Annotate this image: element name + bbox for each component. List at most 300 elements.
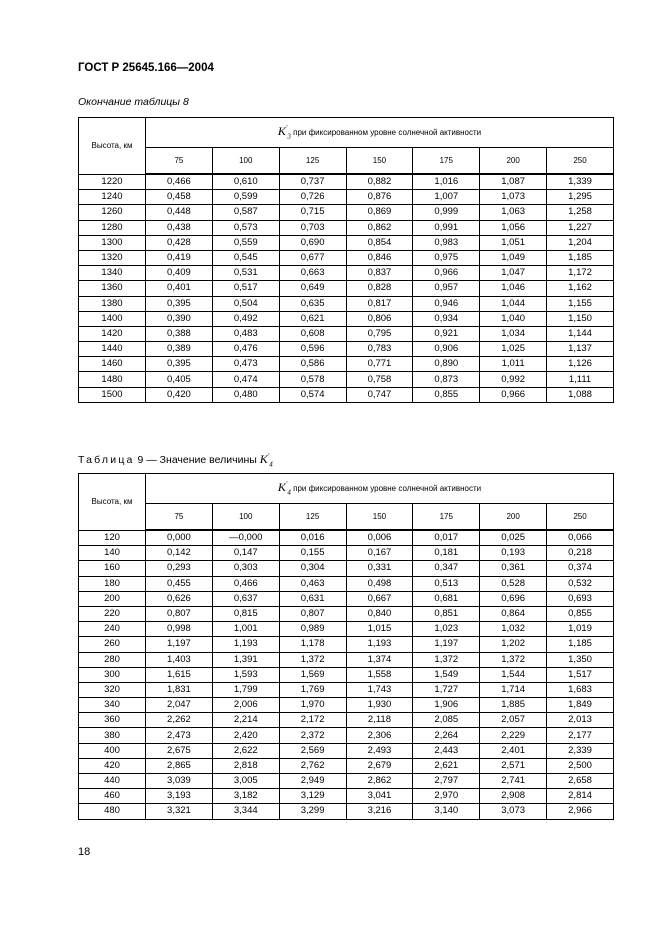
value-cell: 0,395 [146, 296, 213, 311]
value-cell: 2,339 [547, 743, 614, 758]
value-cell: 0,599 [212, 190, 279, 205]
value-cell: 0,771 [346, 357, 413, 372]
value-cell: 0,304 [279, 561, 346, 576]
value-cell: 0,737 [279, 174, 346, 190]
value-cell: 0,025 [480, 530, 547, 546]
value-cell: 0,890 [413, 357, 480, 372]
value-cell: 1,295 [547, 190, 614, 205]
value-cell: 1,032 [480, 622, 547, 637]
value-cell: 0,807 [146, 606, 213, 621]
value-cell: 0,596 [279, 342, 346, 357]
value-cell: 0,455 [146, 576, 213, 591]
value-cell: 0,966 [413, 266, 480, 281]
value-cell: 0,147 [212, 546, 279, 561]
value-cell: 2,172 [279, 713, 346, 728]
value-cell: 0,513 [413, 576, 480, 591]
altitude-cell: 1220 [79, 174, 146, 190]
value-cell: 0,855 [413, 387, 480, 402]
altitude-cell: 220 [79, 606, 146, 621]
solar-activity-group-header [146, 118, 614, 148]
value-cell: 2,818 [212, 758, 279, 773]
table-row [79, 530, 614, 546]
value-cell: 1,073 [480, 190, 547, 205]
value-cell: 2,862 [346, 774, 413, 789]
k4-caption-symbol: $K'_4$ [259, 452, 273, 469]
table-row [79, 576, 614, 591]
value-cell: 1,683 [547, 682, 614, 697]
altitude-cell: 180 [79, 576, 146, 591]
value-cell: 3,299 [279, 804, 346, 819]
value-cell: 0,573 [212, 220, 279, 235]
value-cell: 0,815 [212, 606, 279, 621]
value-cell: 0,957 [413, 281, 480, 296]
table-row [79, 758, 614, 773]
value-cell: 0,438 [146, 220, 213, 235]
value-cell: 0,303 [212, 561, 279, 576]
value-cell: 1,339 [547, 174, 614, 190]
column-header: 175 [413, 148, 480, 175]
value-cell: 0,528 [480, 576, 547, 591]
value-cell: 1,769 [279, 682, 346, 697]
value-cell: 0,975 [413, 250, 480, 265]
page-number: 18 [78, 846, 91, 858]
value-cell: 1,162 [547, 281, 614, 296]
value-cell: 0,390 [146, 311, 213, 326]
altitude-cell: 380 [79, 728, 146, 743]
value-cell: 2,057 [480, 713, 547, 728]
altitude-cell: 200 [79, 591, 146, 606]
value-cell: 0,631 [279, 591, 346, 606]
value-cell: 1,549 [413, 667, 480, 682]
table-row [79, 622, 614, 637]
value-cell: 1,970 [279, 698, 346, 713]
value-cell: 1,051 [480, 235, 547, 250]
value-cell: 0,610 [212, 174, 279, 190]
value-cell: 0,726 [279, 190, 346, 205]
value-cell: 0,983 [413, 235, 480, 250]
value-cell: 2,675 [146, 743, 213, 758]
value-cell: 1,593 [212, 667, 279, 682]
value-cell: 0,545 [212, 250, 279, 265]
table-row [79, 682, 614, 697]
altitude-cell: 320 [79, 682, 146, 697]
value-cell: 2,443 [413, 743, 480, 758]
value-cell: 0,476 [212, 342, 279, 357]
value-cell: 1,040 [480, 311, 547, 326]
value-cell: 0,420 [146, 387, 213, 402]
value-cell: 2,865 [146, 758, 213, 773]
value-cell: 1,034 [480, 326, 547, 341]
altitude-header: Высота, км [79, 118, 146, 175]
value-cell: 1,374 [346, 652, 413, 667]
value-cell: 0,715 [279, 205, 346, 220]
table-row [79, 774, 614, 789]
value-cell: 1,558 [346, 667, 413, 682]
column-header: 250 [547, 148, 614, 175]
value-cell: 0,474 [212, 372, 279, 387]
value-cell: 0,419 [146, 250, 213, 265]
value-cell: 2,262 [146, 713, 213, 728]
value-cell: 1,056 [480, 220, 547, 235]
altitude-cell: 140 [79, 546, 146, 561]
table-row [79, 205, 614, 220]
value-cell: 0,480 [212, 387, 279, 402]
value-cell: 2,966 [547, 804, 614, 819]
value-cell: 1,185 [547, 637, 614, 652]
value-cell: 1,144 [547, 326, 614, 341]
value-cell: 0,361 [480, 561, 547, 576]
altitude-cell: 420 [79, 758, 146, 773]
value-cell: 0,667 [346, 591, 413, 606]
altitude-cell: 260 [79, 637, 146, 652]
value-cell: 0,795 [346, 326, 413, 341]
column-header: 125 [279, 504, 346, 531]
value-cell: 0,466 [146, 174, 213, 190]
table-row [79, 698, 614, 713]
value-cell: 2,741 [480, 774, 547, 789]
value-cell: 0,882 [346, 174, 413, 190]
table-8-caption: Окончание таблицы 8 [78, 96, 189, 108]
table-row [79, 789, 614, 804]
value-cell: 3,039 [146, 774, 213, 789]
altitude-cell: 480 [79, 804, 146, 819]
value-cell: 1,015 [346, 622, 413, 637]
column-header: 100 [212, 504, 279, 531]
value-cell: 0,017 [413, 530, 480, 546]
table-8 [78, 117, 614, 403]
value-cell: 0,621 [279, 311, 346, 326]
value-cell: 0,559 [212, 235, 279, 250]
table-row [79, 342, 614, 357]
value-cell: 0,218 [547, 546, 614, 561]
value-cell: 0,991 [413, 220, 480, 235]
value-cell: 0,574 [279, 387, 346, 402]
value-cell: 1,019 [547, 622, 614, 637]
value-cell: 1,007 [413, 190, 480, 205]
value-cell: 3,344 [212, 804, 279, 819]
value-cell: 1,372 [279, 652, 346, 667]
value-cell: 1,727 [413, 682, 480, 697]
value-cell: 2,622 [212, 743, 279, 758]
altitude-header: Высота, км [79, 474, 146, 531]
value-cell: 1,137 [547, 342, 614, 357]
table-row [79, 296, 614, 311]
table-row [79, 220, 614, 235]
column-header: 175 [413, 504, 480, 531]
table-row [79, 326, 614, 341]
altitude-cell: 160 [79, 561, 146, 576]
value-cell: 0,193 [480, 546, 547, 561]
table-9-caption: Таблица 9 — Значение величины $K'_4$ [78, 452, 273, 469]
value-cell: 2,177 [547, 728, 614, 743]
value-cell: 1,799 [212, 682, 279, 697]
value-cell: 0,389 [146, 342, 213, 357]
document-header: ГОСТ Р 25645.166—2004 [78, 62, 214, 74]
value-cell: 0,869 [346, 205, 413, 220]
value-cell: 1,227 [547, 220, 614, 235]
value-cell: 0,921 [413, 326, 480, 341]
value-cell: 2,797 [413, 774, 480, 789]
value-cell: 3,005 [212, 774, 279, 789]
table-row [79, 667, 614, 682]
value-cell: 1,849 [547, 698, 614, 713]
value-cell: 0,181 [413, 546, 480, 561]
value-cell: 2,214 [212, 713, 279, 728]
value-cell: 0,851 [413, 606, 480, 621]
value-cell: 2,949 [279, 774, 346, 789]
value-cell: 0,347 [413, 561, 480, 576]
column-header: 200 [480, 148, 547, 175]
value-cell: 0,690 [279, 235, 346, 250]
altitude-cell: 1340 [79, 266, 146, 281]
value-cell: 1,885 [480, 698, 547, 713]
value-cell: 1,016 [413, 174, 480, 190]
column-header: 75 [146, 148, 213, 175]
value-cell: 2,264 [413, 728, 480, 743]
table-row [79, 190, 614, 205]
value-cell: 1,049 [480, 250, 547, 265]
value-cell: 1,063 [480, 205, 547, 220]
value-cell: 0,448 [146, 205, 213, 220]
value-cell: 1,193 [346, 637, 413, 652]
value-cell: 0,155 [279, 546, 346, 561]
altitude-cell: 1360 [79, 281, 146, 296]
table-row [79, 591, 614, 606]
value-cell: 0,473 [212, 357, 279, 372]
value-cell: 0,817 [346, 296, 413, 311]
value-cell: 1,403 [146, 652, 213, 667]
value-cell: 0,458 [146, 190, 213, 205]
table-row [79, 652, 614, 667]
value-cell: 2,908 [480, 789, 547, 804]
value-cell: 2,569 [279, 743, 346, 758]
value-cell: 1,204 [547, 235, 614, 250]
table-row [79, 235, 614, 250]
value-cell: 1,011 [480, 357, 547, 372]
value-cell: 2,679 [346, 758, 413, 773]
group-header-text: при фиксированном уровне солнечной активности [293, 484, 482, 494]
table-row [79, 561, 614, 576]
altitude-cell: 400 [79, 743, 146, 758]
value-cell: 2,229 [480, 728, 547, 743]
table-row [79, 743, 614, 758]
value-cell: 0,846 [346, 250, 413, 265]
table-row [79, 281, 614, 296]
value-cell: 1,372 [413, 652, 480, 667]
value-cell: 0,999 [413, 205, 480, 220]
altitude-cell: 1440 [79, 342, 146, 357]
value-cell: 0,906 [413, 342, 480, 357]
value-cell: 0,395 [146, 357, 213, 372]
altitude-cell: 1260 [79, 205, 146, 220]
value-cell: 2,762 [279, 758, 346, 773]
value-cell: 0,854 [346, 235, 413, 250]
value-cell: 1,047 [480, 266, 547, 281]
value-cell: 0,635 [279, 296, 346, 311]
column-header: 200 [480, 504, 547, 531]
value-cell: 0,504 [212, 296, 279, 311]
value-cell: 0,016 [279, 530, 346, 546]
value-cell: 1,197 [413, 637, 480, 652]
value-cell: 1,197 [146, 637, 213, 652]
altitude-cell: 1320 [79, 250, 146, 265]
value-cell: 0,626 [146, 591, 213, 606]
value-cell: 0,517 [212, 281, 279, 296]
altitude-cell: 240 [79, 622, 146, 637]
value-cell: 3,216 [346, 804, 413, 819]
altitude-cell: 280 [79, 652, 146, 667]
value-cell: 1,615 [146, 667, 213, 682]
altitude-cell: 1240 [79, 190, 146, 205]
table-row [79, 713, 614, 728]
value-cell: 3,182 [212, 789, 279, 804]
value-cell: 0,000 [146, 530, 213, 546]
value-cell: 1,172 [547, 266, 614, 281]
value-cell: 0,531 [212, 266, 279, 281]
value-cell: 2,420 [212, 728, 279, 743]
solar-activity-group-header [146, 474, 614, 504]
value-cell: 0,374 [547, 561, 614, 576]
table-row [79, 372, 614, 387]
value-cell: 2,118 [346, 713, 413, 728]
altitude-cell: 360 [79, 713, 146, 728]
value-cell: 1,044 [480, 296, 547, 311]
value-cell: 1,350 [547, 652, 614, 667]
value-cell: 0,578 [279, 372, 346, 387]
value-cell: 0,783 [346, 342, 413, 357]
altitude-cell: 300 [79, 667, 146, 682]
value-cell: 1,831 [146, 682, 213, 697]
value-cell: 0,989 [279, 622, 346, 637]
value-cell: 0,862 [346, 220, 413, 235]
value-cell: 0,992 [480, 372, 547, 387]
table-row [79, 637, 614, 652]
altitude-cell: 1280 [79, 220, 146, 235]
value-cell: 1,906 [413, 698, 480, 713]
value-cell: 0,806 [346, 311, 413, 326]
value-cell: 1,185 [547, 250, 614, 265]
value-cell: 3,140 [413, 804, 480, 819]
value-cell: 2,571 [480, 758, 547, 773]
value-cell: 0,747 [346, 387, 413, 402]
altitude-cell: 1400 [79, 311, 146, 326]
value-cell: 0,293 [146, 561, 213, 576]
value-cell: 2,500 [547, 758, 614, 773]
value-cell: 0,608 [279, 326, 346, 341]
k3-symbol: $K'_3$ [277, 124, 291, 141]
value-cell: 1,372 [480, 652, 547, 667]
value-cell: 0,758 [346, 372, 413, 387]
value-cell: 0,428 [146, 235, 213, 250]
value-cell: 1,087 [480, 174, 547, 190]
value-cell: 0,466 [212, 576, 279, 591]
table-row [79, 728, 614, 743]
value-cell: 0,828 [346, 281, 413, 296]
value-cell: 0,998 [146, 622, 213, 637]
value-cell: 2,306 [346, 728, 413, 743]
value-cell: 3,129 [279, 789, 346, 804]
value-cell: 1,202 [480, 637, 547, 652]
value-cell: 0,649 [279, 281, 346, 296]
altitude-cell: 440 [79, 774, 146, 789]
column-header: 150 [346, 504, 413, 531]
value-cell: 0,388 [146, 326, 213, 341]
table-row [79, 546, 614, 561]
value-cell: 2,473 [146, 728, 213, 743]
table-row [79, 387, 614, 402]
table-row [79, 311, 614, 326]
value-cell: 1,569 [279, 667, 346, 682]
group-header-text: при фиксированном уровне солнечной активности [293, 128, 482, 138]
value-cell: 2,085 [413, 713, 480, 728]
altitude-cell: 1420 [79, 326, 146, 341]
value-cell: 2,493 [346, 743, 413, 758]
value-cell: 1,088 [547, 387, 614, 402]
table-9 [78, 473, 614, 820]
value-cell: 0,663 [279, 266, 346, 281]
value-cell: —0,000 [212, 530, 279, 546]
value-cell: 0,855 [547, 606, 614, 621]
value-cell: 0,876 [346, 190, 413, 205]
value-cell: 1,155 [547, 296, 614, 311]
value-cell: 0,006 [346, 530, 413, 546]
value-cell: 0,066 [547, 530, 614, 546]
altitude-cell: 340 [79, 698, 146, 713]
value-cell: 1,023 [413, 622, 480, 637]
value-cell: 1,178 [279, 637, 346, 652]
value-cell: 2,970 [413, 789, 480, 804]
value-cell: 2,814 [547, 789, 614, 804]
value-cell: 0,492 [212, 311, 279, 326]
altitude-cell: 1460 [79, 357, 146, 372]
value-cell: 2,372 [279, 728, 346, 743]
altitude-cell: 1380 [79, 296, 146, 311]
column-header: 250 [547, 504, 614, 531]
value-cell: 0,142 [146, 546, 213, 561]
altitude-cell: 460 [79, 789, 146, 804]
value-cell: 0,677 [279, 250, 346, 265]
altitude-cell: 1480 [79, 372, 146, 387]
value-cell: 0,167 [346, 546, 413, 561]
column-header: 75 [146, 504, 213, 531]
table-row [79, 250, 614, 265]
value-cell: 0,532 [547, 576, 614, 591]
table-row [79, 606, 614, 621]
value-cell: 0,966 [480, 387, 547, 402]
value-cell: 0,498 [346, 576, 413, 591]
value-cell: 3,321 [146, 804, 213, 819]
value-cell: 0,693 [547, 591, 614, 606]
value-cell: 0,807 [279, 606, 346, 621]
table-row [79, 174, 614, 190]
value-cell: 0,637 [212, 591, 279, 606]
column-header: 150 [346, 148, 413, 175]
value-cell: 0,873 [413, 372, 480, 387]
value-cell: 3,193 [146, 789, 213, 804]
value-cell: 1,930 [346, 698, 413, 713]
table-row [79, 266, 614, 281]
value-cell: 1,046 [480, 281, 547, 296]
value-cell: 1,025 [480, 342, 547, 357]
table-row [79, 357, 614, 372]
value-cell: 1,111 [547, 372, 614, 387]
value-cell: 0,681 [413, 591, 480, 606]
value-cell: 2,006 [212, 698, 279, 713]
value-cell: 0,409 [146, 266, 213, 281]
value-cell: 1,517 [547, 667, 614, 682]
altitude-cell: 120 [79, 530, 146, 546]
value-cell: 0,840 [346, 606, 413, 621]
